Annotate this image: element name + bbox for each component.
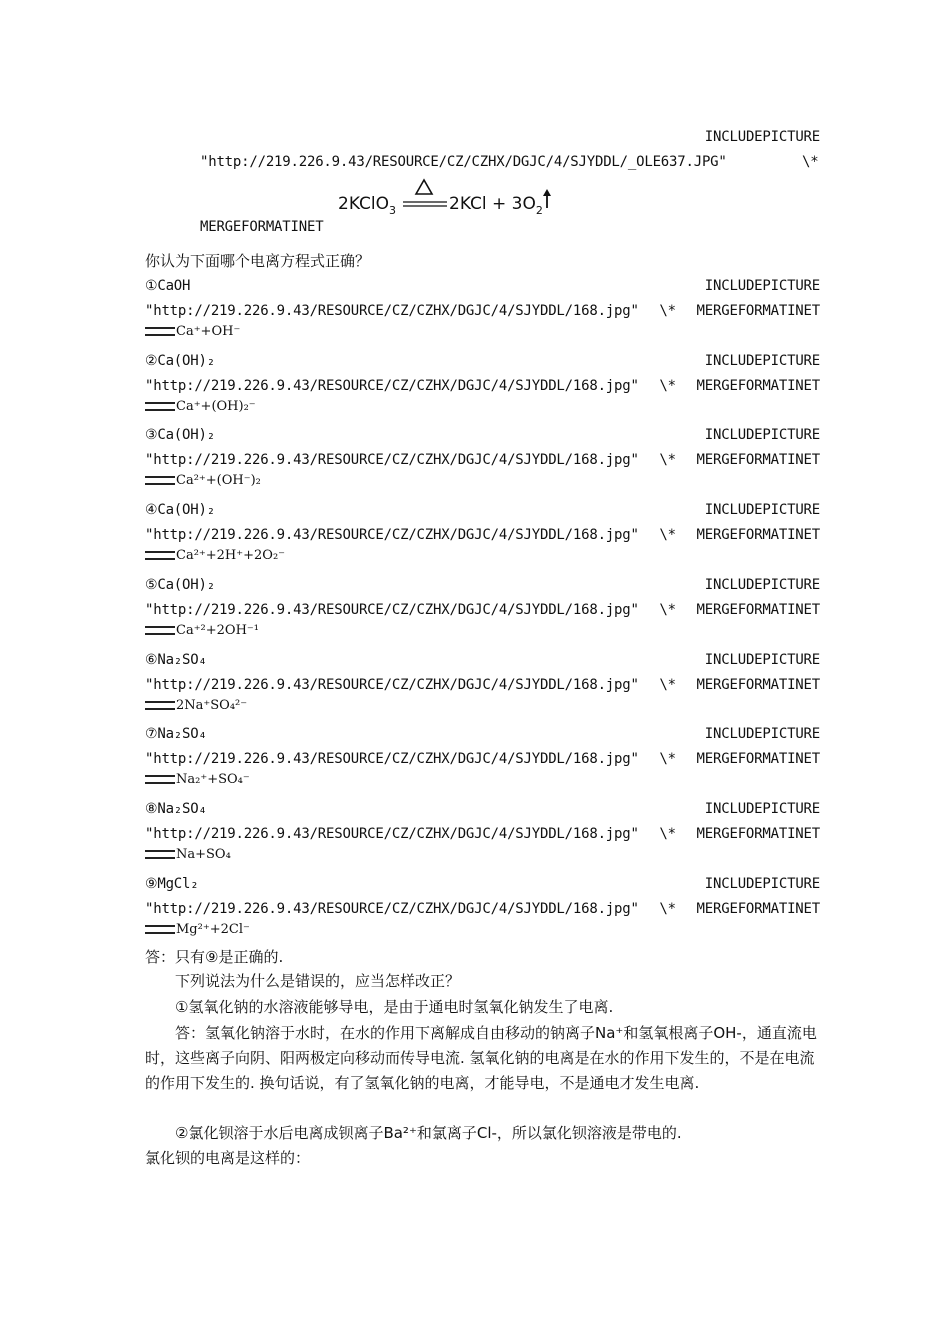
option-5-include: INCLUDEPICTURE [704, 576, 820, 593]
gas-arrow-icon [543, 189, 551, 196]
field-switch: \* [659, 825, 676, 842]
field-switch: \* [659, 452, 676, 469]
field-merge: MERGEFORMATINET [696, 751, 820, 768]
field-switch: \* [659, 527, 676, 544]
option-2-include: INCLUDEPICTURE [704, 352, 820, 369]
option-7-field [145, 750, 820, 768]
option-4-lhs: ④Ca(OH)₂ [145, 502, 215, 519]
option-3-field [145, 451, 820, 469]
equals-sign-icon [145, 626, 175, 635]
field-merge: MERGEFORMATINET [696, 303, 820, 319]
field-merge: MERGEFORMATINET [696, 900, 820, 917]
option-4-field [145, 526, 820, 544]
field-merge: MERGEFORMATINET [696, 377, 820, 394]
option-6-lhs: ⑥Na₂SO₄ [145, 651, 207, 668]
field-merge: MERGEFORMATINET [696, 676, 820, 693]
q2-answer-1: 答：氢氧化钠溶于水时，在水的作用下离解成自由移动的钠离子Na⁺和氢氧根离子OH-，通直流电时，这些离子向阴、阳两极定向移动而传导电流. 氢氧化钠的电离是在水的作用下发生的，不是在电流的作用下发生的. 换句话说，有了氢氧化钠的电离，才能导电，不是通电才发生电离. [145, 1024, 817, 1092]
option-9-include: INCLUDEPICTURE [704, 875, 820, 892]
option-5-lhs: ⑤Ca(OH)₂ [145, 576, 215, 593]
option-1-field [145, 302, 820, 320]
equals-sign-icon [145, 551, 175, 560]
field-switch: \* [659, 303, 676, 319]
field-switch: \* [659, 900, 676, 917]
q2-item-1: ①氢氧化钠的水溶液能够导电，是由于通电时氢氧化钠发生了电离. [175, 998, 614, 1016]
equals-sign-icon [145, 701, 175, 710]
field-url: "http://219.226.9.43/RESOURCE/CZ/CZHX/DGJC/4/SJYDDL/168.jpg" [145, 303, 639, 319]
option-2-field [145, 377, 820, 395]
field-url: "http://219.226.9.43/RESOURCE/CZ/CZHX/DGJC/4/SJYDDL/168.jpg" [145, 452, 639, 469]
svg-text:2KCl + 3O2: $2KCl + 3O_2$ [449, 194, 543, 216]
option-9-field [145, 900, 820, 918]
equals-sign-icon [145, 850, 175, 859]
question-text: 你认为下面哪个电离方程式正确？ [145, 252, 371, 270]
include-picture-label: INCLUDEPICTURE [704, 129, 820, 145]
field-url: "http://219.226.9.43/RESOURCE/CZ/CZHX/DGJC/4/SJYDDL/168.jpg" [145, 825, 639, 842]
q2-tail: 氯化钡的电离是这样的： [145, 1149, 311, 1167]
field-switch: \* [802, 154, 819, 170]
svg-text:2KClO3: 2KClO$_3$ [338, 194, 397, 216]
field-merge: MERGEFORMATINET [696, 452, 820, 469]
field-url: "http://219.226.9.43/RESOURCE/CZ/CZHX/DGJC/4/SJYDDL/168.jpg" [145, 751, 639, 768]
formula-rhs: 2KCl + 3O [449, 194, 536, 214]
option-1-rhs: Ca⁺+OH⁻ [145, 323, 240, 341]
option-8-include: INCLUDEPICTURE [704, 800, 820, 817]
option-7-rhs: Na₂⁺+SO₄⁻ [145, 771, 250, 789]
field-switch: \* [659, 676, 676, 693]
field-url: "http://219.226.9.43/RESOURCE/CZ/CZHX/DGJC/4/SJYDDL/168.jpg" [145, 900, 639, 917]
equals-sign-icon [145, 327, 175, 336]
option-3-lhs: ③Ca(OH)₂ [145, 427, 215, 444]
field-switch: \* [659, 751, 676, 768]
option-4-rhs: Ca²⁺+2H⁺+2O₂⁻ [145, 547, 285, 565]
field-url: "http://219.226.9.43/RESOURCE/CZ/CZHX/DGJC/4/SJYDDL/_OLE637.JPG" [200, 154, 727, 170]
option-5-field [145, 601, 820, 619]
option-7-lhs: ⑦Na₂SO₄ [145, 726, 207, 743]
field-switch: \* [659, 377, 676, 394]
heat-triangle-icon [416, 180, 432, 194]
field-url: "http://219.226.9.43/RESOURCE/CZ/CZHX/DGJC/4/SJYDDL/168.jpg" [145, 527, 639, 544]
field-merge: MERGEFORMATINET [200, 219, 324, 235]
option-8-field [145, 825, 820, 843]
field-merge: MERGEFORMATINET [696, 601, 820, 618]
field-url: "http://219.226.9.43/RESOURCE/CZ/CZHX/DGJC/4/SJYDDL/168.jpg" [145, 601, 639, 618]
option-6-include: INCLUDEPICTURE [704, 651, 820, 668]
formula-lhs: 2KClO [338, 194, 390, 214]
answer-1: 答：只有⑨是正确的. [145, 948, 284, 966]
option-9-rhs: Mg²⁺+2Cl⁻ [145, 921, 250, 939]
field-url: "http://219.226.9.43/RESOURCE/CZ/CZHX/DGJC/4/SJYDDL/168.jpg" [145, 676, 639, 693]
option-8-lhs: ⑧Na₂SO₄ [145, 800, 207, 817]
option-1-include: INCLUDEPICTURE [704, 278, 820, 294]
field-url: "http://219.226.9.43/RESOURCE/CZ/CZHX/DGJC/4/SJYDDL/168.jpg" [145, 377, 639, 394]
equals-sign-icon [145, 775, 175, 784]
q2-item-2: ②氯化钡溶于水后电离成钡离子Ba²⁺和氯离子Cl-，所以氯化钡溶液是带电的. [175, 1124, 682, 1142]
field-merge: MERGEFORMATINET [696, 527, 820, 544]
option-9-lhs: ⑨MgCl₂ [145, 875, 199, 892]
option-1-lhs: ①CaOH [145, 278, 191, 294]
option-7-include: INCLUDEPICTURE [704, 726, 820, 743]
option-5-rhs: Ca⁺²+2OH⁻¹ [145, 622, 259, 640]
field-switch: \* [659, 601, 676, 618]
option-2-rhs: Ca⁺+(OH)₂⁻ [145, 398, 256, 416]
equals-sign-icon [145, 476, 175, 485]
formula-image [336, 176, 566, 216]
option-6-field [145, 676, 820, 694]
option-8-rhs: Na+SO₄ [145, 846, 231, 864]
option-2-lhs: ②Ca(OH)₂ [145, 352, 215, 369]
field-merge: MERGEFORMATINET [696, 825, 820, 842]
option-3-rhs: Ca²⁺+(OH⁻)₂ [145, 472, 261, 490]
equals-sign-icon [145, 925, 175, 934]
q2-intro: 下列说法为什么是错误的，应当怎样改正？ [175, 972, 461, 990]
option-4-include: INCLUDEPICTURE [704, 502, 820, 519]
equals-sign-icon [145, 402, 175, 411]
option-3-include: INCLUDEPICTURE [704, 427, 820, 444]
option-6-rhs: 2Na⁺SO₄²⁻ [145, 697, 247, 715]
